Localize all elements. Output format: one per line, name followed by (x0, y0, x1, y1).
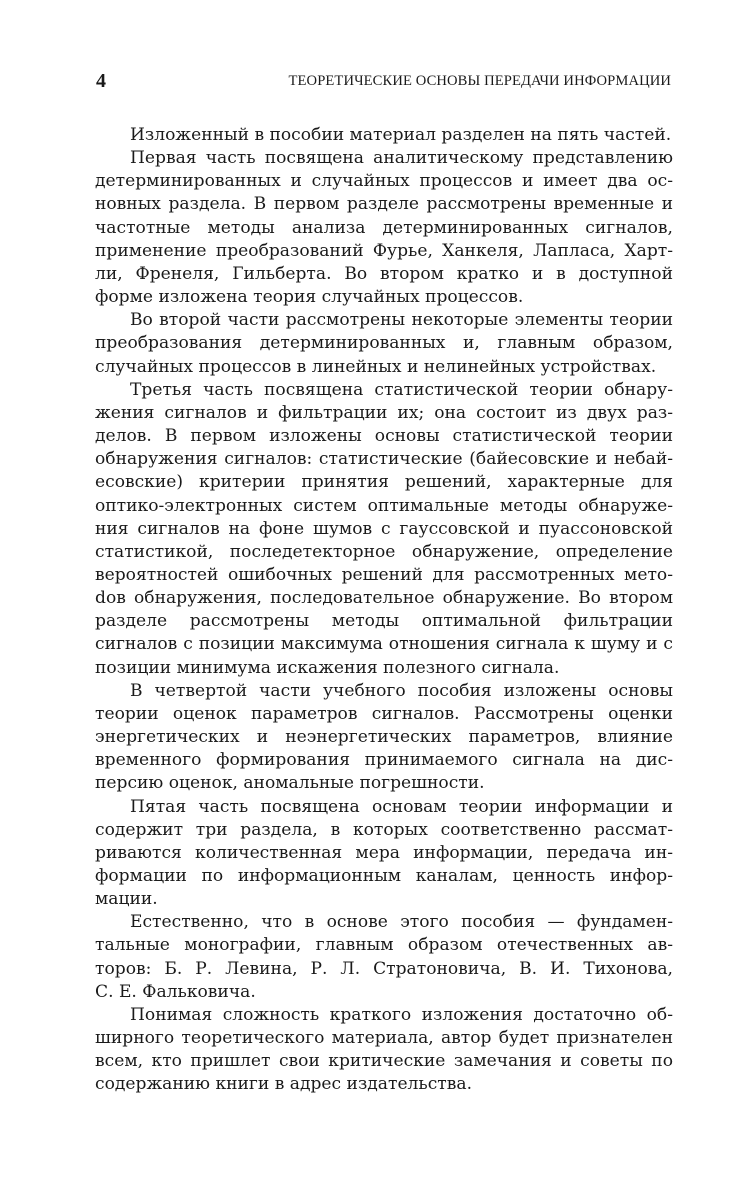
paragraph-references: Естественно, что в основе этого пособия — фундаментальные монографии, главным образом отечественных авторов: Б. Р. Левина, Р. Л. Стратоновича, В. И. Тихонова, С. Е. Фальковича. (95, 912, 673, 1002)
paragraph-closing: Понимая сложность краткого изложения достаточно обширного теоретического материала, автор будет признателен всем, кто пришлет свои критические замечания и советы по содержанию книги в адрес издательства. (95, 1004, 673, 1095)
page-number: 4 (96, 70, 106, 92)
paragraph-part-one: Первая часть посвящена аналитическому представлению детерминированных и случайных процессов и имеет два основных раздела. В первом разделе рассмотрены временные и частотные методы анализа детерминированных сигналов, применение преобразований Фурье, Ханкеля, Лапласа, Хартли, Френеля, Гильберта. Во втором кратко и в доступной форме изложена теория случайных процессов. (95, 148, 673, 308)
page-header (96, 70, 671, 100)
paragraph-part-four: В четвертой части учебного пособия изложены основы теории оценок параметров сигналов. Рассмотрены оценки энергетических и неэнергетических параметров, влияние временного формирования принимаемого сигнала на дисперсию оценок, аномальные погрешности. (95, 680, 673, 794)
paragraph-intro: Изложенный в пособии материал разделен на пять частей. (130, 125, 672, 145)
paragraph-part-two: Во второй части рассмотрены некоторые элементы теории преобразования детерминированных и, главным образом, случайных процессов в линейных и нелинейных устройствах. (95, 310, 673, 377)
body-text (95, 124, 673, 1097)
running-title: ТЕОРЕТИЧЕСКИЕ ОСНОВЫ ПЕРЕДАЧИ ИНФОРМАЦИИ (288, 73, 671, 89)
paragraph-part-five: Пятая часть посвящена основам теории информации и содержит три раздела, в которых соответственно рассматриваются количественная мера информации, передача информации по информационным каналам, ценность информации. (95, 796, 673, 910)
paragraph-part-three: Третья часть посвящена статистической теории обнаружения сигналов и фильтрации их; она состоит из двух разделов. В первом изложены основы статистической теории обнаружения сигналов: статистические (байесовские и небайесовские) критерии принятия решений, характерные для оптико-электронных систем оптимальные методы обнаружения сигналов на фоне шумов с гауссовской и пуассоновской статистикой, последетекторное обнаружение, определение вероятностей ошибочных решений для рассмотренных метоdов обнаружения, последовательное обнаружение. Во втором разделе рассмотрены методы оптимальной фильтрации сигналов с позиции максимума отношения сигнала к шуму и с позиции минимума искажения полезного сигнала. (95, 379, 673, 678)
